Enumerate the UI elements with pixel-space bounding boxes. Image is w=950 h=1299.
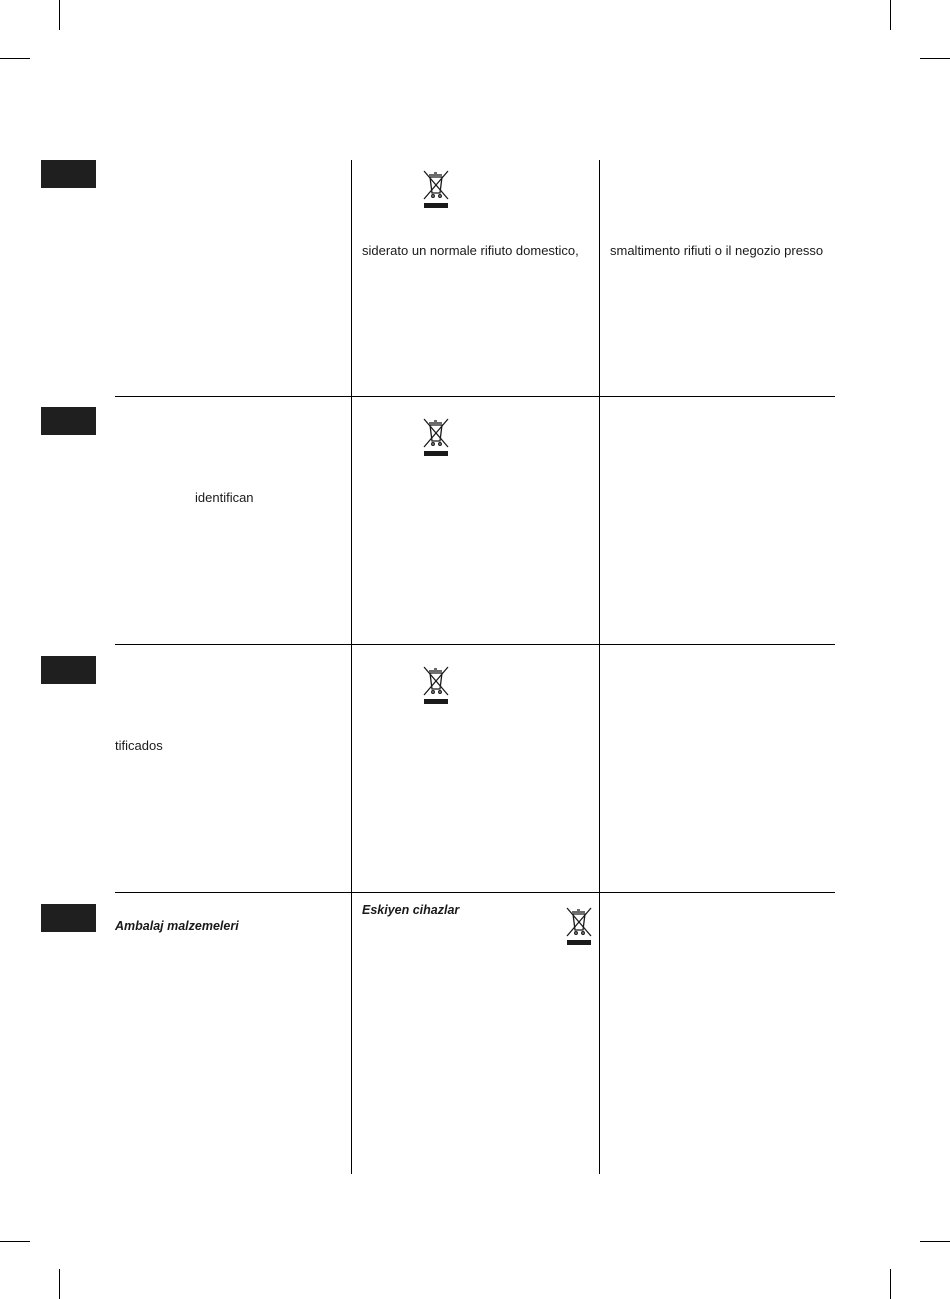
crop-mark-top-left-h xyxy=(0,58,30,59)
es-col1-text: identifican xyxy=(195,490,254,505)
crop-mark-top-right-v xyxy=(890,0,891,30)
column-divider-1 xyxy=(351,160,352,1174)
section-separator-1 xyxy=(115,396,835,397)
language-tab-it xyxy=(41,160,96,188)
section-separator-3 xyxy=(115,892,835,893)
column-divider-2 xyxy=(599,160,600,1174)
weee-bin-icon xyxy=(421,664,451,706)
crop-mark-top-left-v xyxy=(59,0,60,30)
section-separator-2 xyxy=(115,644,835,645)
crop-mark-bottom-left-v xyxy=(59,1269,60,1299)
weee-bin-icon xyxy=(564,905,594,947)
pt-col1-text: tificados xyxy=(115,738,163,753)
language-tab-tr xyxy=(41,904,96,932)
it-col3-text: smaltimento rifiuti o il negozio presso xyxy=(610,243,824,258)
crop-mark-bottom-right-h xyxy=(920,1241,950,1242)
tr-packaging-heading: Ambalaj malzemeleri xyxy=(115,919,239,933)
crop-mark-top-right-h xyxy=(920,58,950,59)
crop-mark-bottom-left-h xyxy=(0,1241,30,1242)
weee-bin-icon xyxy=(421,168,451,210)
tr-old-devices-heading: Eskiyen cihazlar xyxy=(362,903,460,917)
weee-bin-icon xyxy=(421,416,451,458)
it-col2-text: siderato un normale rifiuto domestico, xyxy=(362,243,579,258)
crop-mark-bottom-right-v xyxy=(890,1269,891,1299)
language-tab-pt xyxy=(41,656,96,684)
language-tab-es xyxy=(41,407,96,435)
